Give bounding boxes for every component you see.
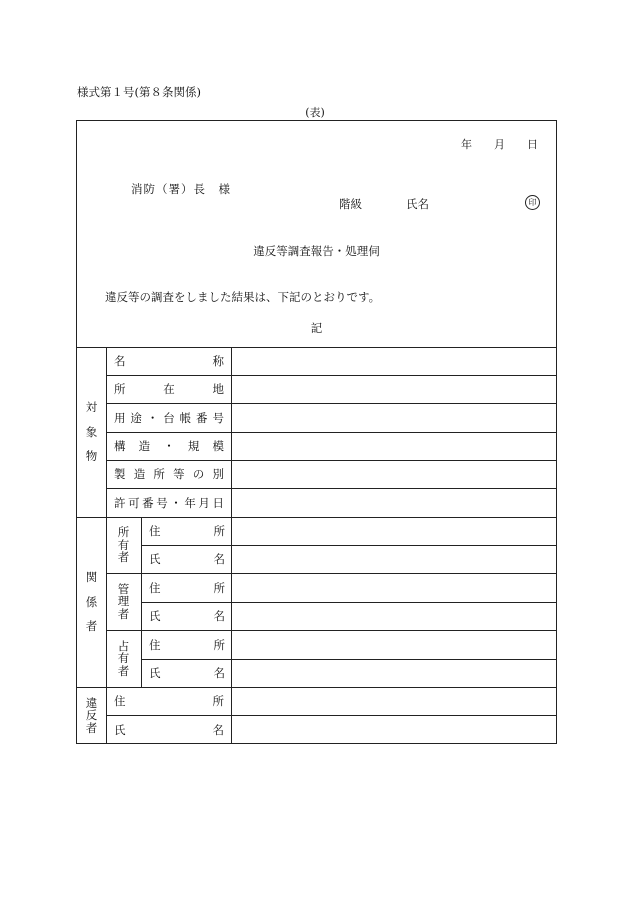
violator-group-label: 違 反 者 — [85, 695, 98, 735]
occupant-address-field[interactable] — [232, 630, 556, 659]
ki-heading: 記 — [310, 321, 323, 335]
date-year-label: 年 — [461, 138, 472, 151]
row-label-structure: 構 造 ・ 規 模 — [114, 439, 224, 453]
target-usage-field[interactable] — [232, 403, 556, 432]
date-day-label: 日 — [527, 138, 538, 151]
row-label-facility-type: 製 造 所 等 の 別 — [114, 467, 224, 481]
side-label: (表) — [305, 106, 325, 119]
owner-address-label: 住 所 — [149, 524, 225, 538]
target-structure-field[interactable] — [232, 432, 556, 460]
occupant-name-field[interactable] — [232, 659, 556, 687]
manager-label: 管 理 者 — [117, 581, 130, 621]
manager-address-label: 住 所 — [149, 580, 225, 595]
occupant-name-label: 氏 名 — [149, 666, 225, 680]
date-line — [461, 136, 538, 152]
date-month-label: 月 — [494, 138, 505, 151]
violator-name-field[interactable] — [232, 715, 556, 744]
row-label-usage: 用 途 ・ 台 帳 番 号 — [114, 410, 224, 425]
related-group-label: 関 係 者 — [85, 570, 98, 634]
owner-name-field[interactable] — [232, 545, 556, 573]
form-number: 様式第１号(第８条関係) — [77, 85, 201, 99]
owner-name-label: 氏 名 — [149, 552, 225, 566]
manager-address-field[interactable] — [232, 573, 556, 602]
owner-label: 所 有 者 — [117, 525, 130, 565]
manager-name-label: 氏 名 — [149, 609, 225, 623]
violator-name-label: 氏 名 — [114, 722, 224, 737]
occupant-address-label: 住 所 — [149, 637, 225, 652]
seal-mark: 印 — [525, 195, 540, 210]
manager-name-field[interactable] — [232, 602, 556, 630]
violator-address-label: 住 所 — [114, 694, 224, 708]
target-group-label: 対 象 物 — [85, 400, 98, 464]
target-location-field[interactable] — [232, 375, 556, 403]
target-permit-field[interactable] — [232, 488, 556, 517]
row-label-location: 所 在 地 — [114, 382, 224, 396]
statement-text: 違反等の調査をしました結果は、下記のとおりです。 — [105, 290, 381, 304]
rank-label: 階級 — [339, 197, 362, 211]
addressee: 消防（署）長 様 — [131, 182, 231, 196]
row-label-permit: 許 可 番 号 ・ 年 月 日 — [114, 495, 224, 510]
row-label-name: 名 称 — [114, 354, 224, 368]
violator-address-field[interactable] — [232, 687, 556, 715]
reporter-name-label: 氏名 — [406, 197, 429, 211]
target-facility-type-field[interactable] — [232, 460, 556, 488]
document-title: 違反等調査報告・処理伺 — [253, 244, 380, 258]
occupant-label: 占 有 者 — [117, 638, 130, 678]
report-form — [76, 120, 557, 744]
owner-address-field[interactable] — [232, 517, 556, 545]
form-header — [77, 121, 556, 348]
target-name-field[interactable] — [232, 347, 556, 375]
